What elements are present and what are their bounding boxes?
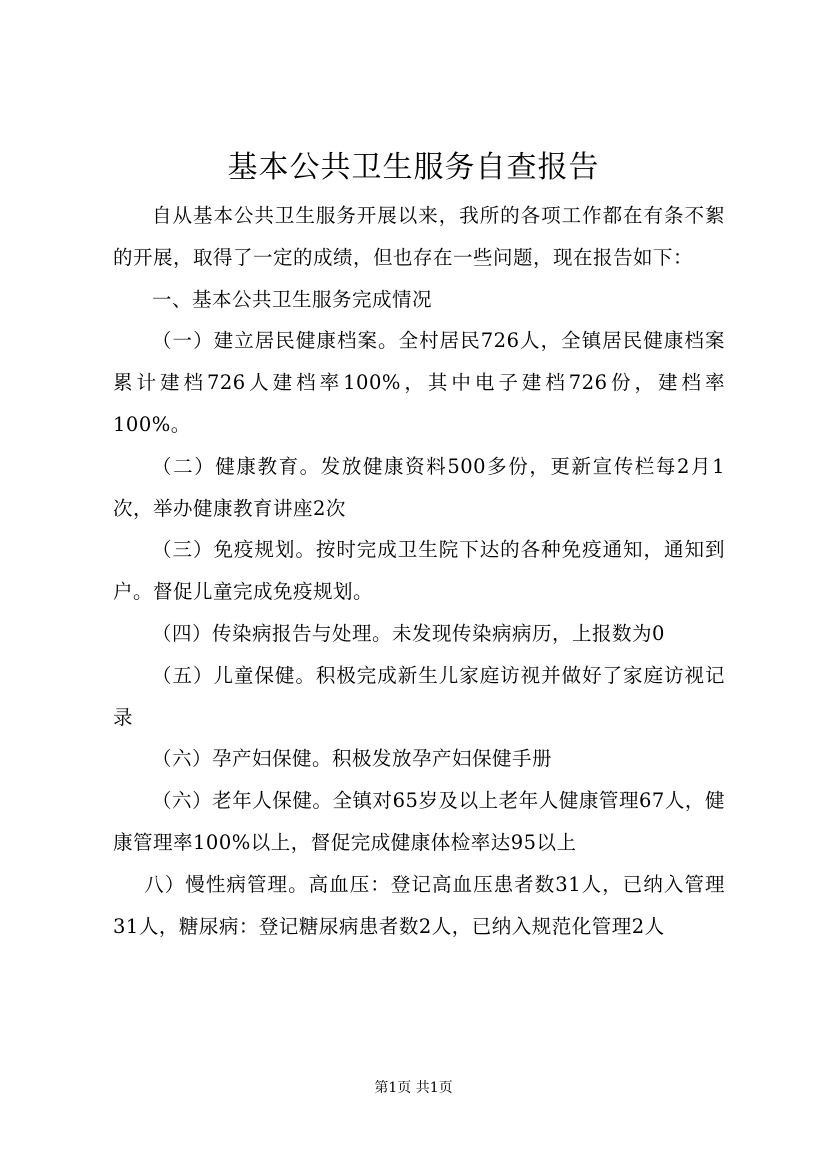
page-footer: 第1页 共1页	[374, 1080, 453, 1096]
document-body	[113, 195, 725, 947]
paragraph-item-2: （二）健康教育。发放健康资料500多份，更新宣传栏每2月1次，举办健康教育讲座2次	[113, 454, 725, 520]
paragraph-item-8: 八）慢性病管理。高血压：登记高血压患者数31人，已纳入管理31人，糖尿病：登记糖尿病患者数2人，已纳入规范化管理2人	[113, 872, 725, 938]
document-title: 基本公共卫生服务自查报告	[227, 150, 600, 185]
paragraph-item-1: （一）建立居民健康档案。全村居民726人，全镇居民健康档案累计建档726人建档率100%，其中电子建档726份，建档率100%。	[113, 329, 725, 436]
paragraph-item-4: （四）传染病报告与处理。未发现传染病病历，上报数为0	[152, 621, 665, 645]
paragraph-intro: 自从基本公共卫生服务开展以来，我所的各项工作都在有条不絮的开展，取得了一定的成绩，但也存在一些问题，现在报告如下：	[113, 204, 725, 269]
paragraph-item-5: （五）儿童保健。积极完成新生儿家庭访视并做好了家庭访视记录	[113, 663, 725, 729]
paragraph-item-3: （三）免疫规划。按时完成卫生院下达的各种免疫通知，通知到户。督促儿童完成免疫规划。	[113, 538, 725, 604]
paragraph-item-7: （六）老年人保健。全镇对65岁及以上老年人健康管理67人，健康管理率100%以上，督促完成健康体检率达95以上	[113, 789, 725, 854]
paragraph-item-6: （六）孕产妇保健。积极发放孕产妇保健手册	[152, 747, 553, 771]
section-heading: 一、基本公共卫生服务完成情况	[152, 287, 433, 311]
